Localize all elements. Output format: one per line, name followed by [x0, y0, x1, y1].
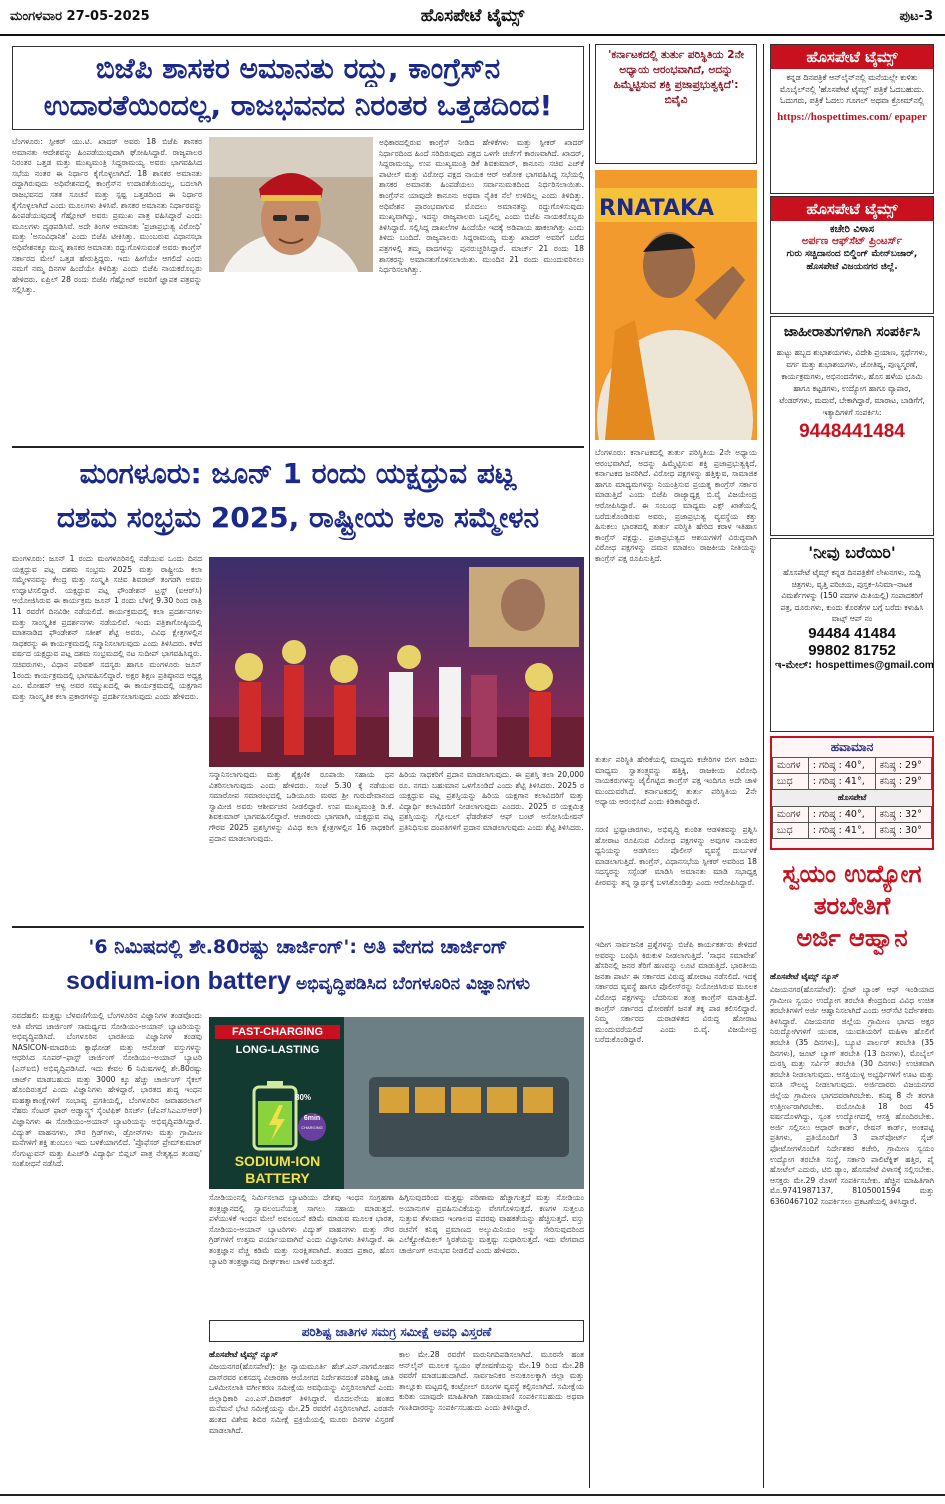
yakshagana-headline-line1: ಮಂಗಳೂರು: ಜೂನ್ 1 ರಂದು ಯಕ್ಷಧ್ರುವ ಪಟ್ಲ — [79, 457, 517, 490]
battery-headline-line1: '6 ನಿಮಿಷದಲ್ಲಿ ಶೇ.80ರಷ್ಟು ಚಾರ್ಜಿಂಗ್': ಅತಿ ವೇಗದ ಚಾರ್ಜಿಂಗ್ — [88, 936, 508, 958]
battery-headline — [12, 931, 584, 1002]
divider — [12, 446, 584, 448]
yakshagana-column-1: ಮಂಗಳೂರು: ಜೂನ್ 1 ರಂದು ಮಂಗಳೂರಿನಲ್ಲಿ ನಡೆಯುವ ಒಂದು ದಿನದ ಯಕ್ಷಧ್ರುವ ಪಟ್ಲ ದಶಮ ಸಂಭ್ರಮ 2025 ಮತ್ತು ರಾಷ್ಟ್ರೀಯ ಕಲಾ ಸಮ್ಮೇಳನವನ್ನು ಕೇಂದ್ರ ಮತ್ತು ಸಂಸ್ಕೃತಿ ಸಚಿವ ಶಿವರಾಜ್ ತಂಗಡಗಿ ಅವರು ಉದ್ಘಾಟಿಸಲಿದ್ದಾರೆ. ಯಕ್ಷಧ್ರುವ ಪಟ್ಲ ಫೌಂಡೇಶನ್ ಟ್ರಸ್ಟ್ (ಐಆರ್‌ಸಿ) ಆಯೋಜಿಸಿರುವ ಈ ಕಾರ್ಯಕ್ರಮ ಜೂನ್ 1 ರಂದು ಬೆಳಿಗ್ಗೆ 9.30 ರಿಂದ ರಾತ್ರಿ 11 ರವರೆಗೆ ದಿನವಿಡೀ ನಡೆಯಲಿದೆ. ಕಾರ್ಯಕ್ರಮದಲ್ಲಿ ಕಲಾ ಪ್ರದರ್ಶನಗಳು ಮತ್ತು ಸಾಂಸ್ಕೃತಿಕ ಪ್ರದರ್ಶನಗಳು ನಡೆಯಲಿವೆ. ಇಂದು ಪತ್ರಿಕಾಗೋಷ್ಠಿಯಲ್ಲಿ ಮಾತನಾಡಿದ ಫೌಂಡೇಶನ್ ಸತೀಶ್ ಶೆಟ್ಟಿ ಅವರು, ವಿವಿಧ ಕ್ಷೇತ್ರಗಳಲ್ಲಿನ ಸಾಧಕರನ್ನು ಈ ಕಾರ್ಯಕ್ರಮದಲ್ಲಿ ಸನ್ಮಾನಿಸಲಾಗುವುದು ಎಂದು ತಿಳಿಸಿದರು. ಕಳೆದ ವರ್ಷದ ಯಕ್ಷಧ್ರುವ ಪಟ್ಲ ದಶಮ ಸಂಭ್ರಮದಲ್ಲಿ ನಟ ಸುದೀಪ್ ಭಾಗವಹಿಸಿದ್ದರು. ಸಚಿವರುಗಳು, ವಿಧಾನ ಪರಿಷತ್ ಸದಸ್ಯರು ಹಾಗೂ ಮಂಗಳೂರು ಜೂನ್ 1ರಂದು ಕಾರ್ಯಕ್ರಮದಲ್ಲಿ ಭಾಗವಹಿಸಲಿದ್ದಾರೆ. ಅಕ್ಷರ ಶಿಕ್ಷಣ ಪ್ರತಿಷ್ಠಾನದ ಅಧ್ಯಕ್ಷ ಎಂ. ಮೋಹನ್ ಆಳ್ವ ಅವರ ಸಮ್ಮುಖದಲ್ಲಿ ಈ ಕಾರ್ಯಕ್ರಮದಲ್ಲಿ ಯಕ್ಷಗಾನ ಮತ್ತು ಸಾಂಸ್ಕೃತಿಕ ಕಲಾ ಪ್ರಕಾರಗಳನ್ನು ಪ್ರದರ್ಶಿಸಲಾಗುವುದು ಎಂದು ಹೇಳಿದರು. — [12, 554, 202, 701]
column-divider — [763, 44, 764, 1488]
story1-headline-line2: ಉದಾರತೆಯಿಂದಲ್ಲ, ರಾಜಭವನದ ನಿರಂತರ ಒತ್ತಡದಿಂದ! — [43, 89, 553, 122]
issue-date: ಮಂಗಳವಾರ 27-05-2025 — [10, 9, 150, 24]
page-number: ಪುಟ-3 — [899, 9, 933, 24]
weather-max: : ಗರಿಷ್ಠ : 41°, — [808, 774, 875, 790]
story1-column-2: ಅಧಿಕಾರದಲ್ಲಿರುವ ಕಾಂಗ್ರೆಸ್ ನೀಡಿದ ಹೇಳಿಕೆಗಳು ಮತ್ತು ಸ್ಪೀಕರ್ ಖಾದರ್ ನಿರ್ಧಾರದಿಂದ ಹಿಂದೆ ಸರಿದಿರುವುದು ಪಕ್ಷದ ಒಳಗೇ ಚರ್ಚೆಗೆ ಕಾರಣವಾಗಿದೆ. ಖಾದರ್, ಸಿದ್ದರಾಮಯ್ಯ, ಉಪ ಮುಖ್ಯಮಂತ್ರಿ ಡಿಕೆ ಶಿವಕುಮಾರ್, ಕಾನೂನು ಸಚಿವ ಎಚ್‌ಕೆ ಪಾಟೀಲ್ ಮತ್ತು ವಿರೋಧ ಪಕ್ಷದ ನಾಯಕ ಆರ್ ಅಶೋಕ ಭಾಗವಹಿಸಿದ್ದ ಸಭೆಯಲ್ಲಿ ಶಾಸಕರ ಅಮಾನತು ಹಿಂಪಡೆಯಲು ಸರ್ವಾನುಮತದಿಂದ ನಿರ್ಧರಿಸಲಾಯಿತು. ಕಾಂಗ್ರೆಸ್‌ನ ಯಾವುದೇ ಕಾನೂನು ಅಥವಾ ನೈತಿಕ ನೆಲೆ ಉಳಿದಿಲ್ಲ ಎಂದು ತಿಳಿದಿತ್ತು. ಅಧಿವೇಶನ ಪ್ರಾರಂಭವಾಗುವ ಮೊದಲು ಅಮಾನತನ್ನು ರದ್ದುಗೊಳಿಸುವುದು ಮುಖ್ಯವಾಗಿದ್ದು, ಇದನ್ನು ರಾಜ್ಯಪಾಲರು ಒಪ್ಪಲಿಲ್ಲ ಎಂದು ಬಿಜೆಪಿ ನಾಯಕರೊಬ್ಬರು ತಿಳಿಸಿದ್ದಾರೆ. ಸಲ್ಲಿಸಿದ್ದ ದಾಖಲೆಗಳ ಹಿಂದೆಯೇ ಇದಕ್ಕೆ ಅಡಿಪಾಯ ಹಾಕಲಾಗಿತ್ತು ಎಂದು ತಿಳಿದು ಬಂದಿದೆ. ರಾಜ್ಯಪಾಲರು ಸಿದ್ದರಾಮಯ್ಯ ಮತ್ತು ಖಾದರ್ ಅವರಿಗೆ ಬರೆದ ಪತ್ರಗಳಲ್ಲಿ ತಮ್ಮ ವಾದಗಳನ್ನು ಪುನರುಚ್ಚರಿಸಿದ್ದಾರೆ. ಮಾರ್ಚ್ 21 ರಂದು 18 ಶಾಸಕರನ್ನು ಅಮಾನತುಗೊಳಿಸಲಾಯಿತು. ಮುಂದಿನ 21 ರಂದು ಮುಂದುವರಿಸಲು ನಿರ್ಧರಿಸಲಾಗಿತ್ತು. — [379, 138, 584, 275]
advertise-body: ಹುಟ್ಟು ಹಬ್ಬದ ಶುಭಾಶಯಗಳು, ವಿದೇಶಿ ಪ್ರಯಾಣ, ಸ್ಪರ್ಧೆಗಳು, ವರ್ಗ ಮತ್ತು ಶುಭಾಶಯಗಳು, ಜೋತಿಷ್ಯ, ಪುಣ್ಯಸ್ಮರಣೆ, ಕಾರ್ಯಕ್ರಮಗಳು, ಅಭಿನಂದನೆಗಳು, ಹೊಸ ಹಳೆಯ ಭೂಮಿ ಹಾಗೂ ಕಟ್ಟಡಗಳು, ಉದ್ಯೋಗ ಹಾಗೂ ವ್ಯಾಪಾರ, ಟೆಂಡರ್‌ಗಳು, ಮದುವೆ, ಬೇಕಾಗಿದ್ದಾರೆ, ಮಾರಾಟ, ಬಾಡಿಗೆಗೆ, ಇತ್ಯಾದಿಗಳಿಗೆ ಸಂಪರ್ಕಿಸಿ: — [776, 348, 928, 417]
office-printer-name: ಅರ್ಪಣ ಆಫ್‌ಸೆಟ್ ಪ್ರಿಂಟರ್ಸ್ — [801, 235, 903, 247]
weather-day: ಮಂಗಳ — [773, 758, 809, 774]
weather-day: ಮಂಗಳ — [773, 807, 809, 823]
weather-row — [773, 774, 932, 790]
bjp-story-text-3: ಸರಣಿ ಭ್ರಷ್ಟಾಚಾರಗಳು, ಅಭಿವೃದ್ಧಿ ಕುಂಠಿತ ಆಡಳಿತವನ್ನು ಪ್ರಶ್ನಿಸಿ ಹೋರಾಟ ರೂಪಿಸುವ ವಿರೋಧ ಪಕ್ಷಗಳನ್ನು ಅವುಗಳ ನಾಯಕರ ಧ್ವನಿಯನ್ನು ಅಡಗಿಸಲು ಪೊಲೀಸ್ ವ್ಯವಸ್ಥೆ ದುರ್ಬಳಕೆ ಮಾಡಲಾಗುತ್ತಿದೆ. ಕಾಂಗ್ರೆಸ್, ವಿಧಾನಸಭೆಯ ಸ್ಪೀಕರ್ ಅವರಿಂದ 18 ಸದಸ್ಯರನ್ನು ಸಸ್ಪೆಂಡ್ ಮಾಡಿಸಿ ಅಮಾನತು ಮಾಡಿ ಸಭಾಧ್ಯಕ್ಷ ಪೀಠವನ್ನು ತನ್ನ ಸ್ವಾರ್ಥಕ್ಕೆ ಬಳಸಿಕೊಂಡಿತ್ತು ಎಂದು ಆರೋಪಿಸಿದ್ದಾರೆ. — [595, 825, 757, 887]
weather-table-1 — [772, 757, 932, 790]
census-headline: ಪರಿಶಿಷ್ಟ ಜಾತಿಗಳ ಸಮಗ್ರ ಸಮೀಕ್ಷೆ ಅವಧಿ ವಿಸ್ತರಣೆ — [301, 1325, 492, 1339]
yakshagana-headline — [12, 452, 584, 540]
stage-illustration — [209, 557, 584, 767]
weather-table-2 — [772, 806, 932, 839]
write-to-us-box — [770, 538, 934, 732]
weather-box — [770, 736, 934, 850]
battery-label-battery: BATTERY — [245, 1170, 310, 1186]
story1-column-2-lower — [209, 276, 373, 438]
email-address-link[interactable]: hospettimes@gmail.com — [815, 659, 934, 671]
census-column-1: ವಿಜಯನಗರ(ಹೊಸಪೇಟೆ): ಶ್ರೀ ನ್ಯಾಯಮೂರ್ತಿ ಹೆಚ್.ಎನ್.ನಾಗಮೋಹನ ದಾಸ್‌ರವರ ಏಕಸದಸ್ಯ ವಿಚಾರಣಾ ಆಯೋಗದ ನಿರ್ದೇಶನದಂತೆ ಪರಿಶಿಷ್ಟ ಜಾತಿ ಒಳಮೀಸಲಾತಿ ವರ್ಗೀಕರಣ ಸಮೀಕ್ಷೆಯ ಅವಧಿಯನ್ನು ವಿಸ್ತರಿಸಲಾಗಿದೆ ಎಂದು ಜಿಲ್ಲಾಧಿಕಾರಿ ಎಂ.ಎಸ್.ದಿವಾಕರ್ ತಿಳಿಸಿದ್ದಾರೆ. ಮೊದಲನೇಯ ಹಂತದ ಮನೆಮನೆ ಭೇಟಿ ಸಮೀಕ್ಷೆಯನ್ನು ಮೇ.25 ರವರೆಗೆ ವಿಸ್ತರಿಸಲಾಗಿದೆ. ಎರಡನೇ ಹಂತದ ವಿಶೇಷ ಶಿಬಿರ ಸಮೀಕ್ಷೆ ಪ್ರಕ್ರಿಯೆಯಲ್ಲಿ ಮೂರು ದಿನಗಳ ವಿಸ್ತರಣೆ ಮಾಡಲಾಗಿದೆ. — [209, 1362, 394, 1435]
story1-column-1: ಬೆಂಗಳೂರು: ಸ್ಪೀಕರ್ ಯು.ಟಿ. ಖಾದರ್ ಅವರು 18 ಬಿಜೆಪಿ ಶಾಸಕರ ಅಮಾನತು ಆದೇಶವನ್ನು ಹಿಂಪಡೆಯುವುದಾಗಿ ಘೋಷಿಸಿದ್ದಾರೆ. ರಾಜ್ಯಪಾಲರ ನಿರಂತರ ಒತ್ತಡ ಮತ್ತು ಮುಖ್ಯಮಂತ್ರಿ ಸಿದ್ದರಾಮಯ್ಯ ಅವರು ಭಾಗವಹಿಸಿದ ಸಭೆಯ ನಂತರ ಈ ನಿರ್ಧಾರ ಕೈಗೊಳ್ಳಲಾಗಿದೆ. 18 ಶಾಸಕರ ಅಮಾನತು ರದ್ದಾಗಿರುವುದು ಅಧಿವೇಶನದಲ್ಲಿ ಕಾಂಗ್ರೆಸ್‌ನ ಉದಾರತೆಯಿಂದಲ್ಲ, ಬದಲಾಗಿ ರಾಜಭವನದ ಸತತ ಸೂಚನೆ ಮತ್ತು ಸ್ಪಷ್ಟ ಒತ್ತಡದಿಂದ ಈ ನಿರ್ಧಾರ ಕೈಗೊಳ್ಳಲಾಗಿದೆ ಎಂದು ಮೂಲಗಳು ತಿಳಿಸಿವೆ. ಶಾಸಕರ ಅಮಾನತು ನಿರ್ಧಾರವನ್ನು ಹಿಂಪಡೆಯುವುದಕ್ಕೆ ಗೆಹ್ಲೋಟ್ ಅವರು ಪ್ರಮುಖ ಪಾತ್ರ ವಹಿಸಿದ್ದಾರೆ ಎಂದು ಮೂಲಗಳು ದೃಢಪಡಿಸಿವೆ. ಅದೇ ತಿಂಗಳ ಅಮಾನತು 'ಪ್ರಜಾಪ್ರಭುತ್ವ ವಿರೋಧಿ' ಮತ್ತು 'ಅಸಂವಿಧಾನಿಕ' ಎಂದು ಬಿಜೆಪಿ ಟೀಕಿಸಿತ್ತು. ಮುಂಬರುವ ವಿಧಾನಸಭಾ ಅಧಿವೇಶನಕ್ಕೂ ಮುನ್ನ ಶಾಸಕರ ಅಮಾನತು ರದ್ದುಗೊಳಿಸುವಂತೆ ಅವರು ಕಾಂಗ್ರೆಸ್ ಸರ್ಕಾರದ ಮೇಲೆ ಒತ್ತಡ ಹೇರುತ್ತಿದ್ದರು. ಇದು ಹೀಗೆಯೇ ಆಗಲಿದೆ ಎಂದು ನಮಗೆ ನಮ್ಮ ದಿನಗಳ ಹಿಂದೆಯೇ ತಿಳಿದಿತ್ತು ಎಂದು ಬಿಜೆಪಿ ನಾಯಕರೊಬ್ಬರು ಹೇಳಿದರು. ಏಪ್ರಿಲ್ 28 ರಂದು ಬಿಜೆಪಿ ಗೆಹ್ಲೋಟ್ ಅವರಿಗೆ ಜ್ಞಾಪಕ ಪತ್ರವನ್ನು ಸಲ್ಲಿಸಿತ್ತು. — [12, 137, 202, 295]
office-box-title: ಹೊಸಪೇಟೆ ಟೈಮ್ಸ್ — [771, 197, 933, 221]
epaper-promo-body: ಕನ್ನಡ ದಿನಪತ್ರಿಕೆ ಆನ್‌ಲೈನ್‌ನಲ್ಲಿ ಮನೆಯಲ್ಲೇ ಕುಳಿತು ಮೊಬೈಲ್‌ನಲ್ಲಿ 'ಹೊಸಪೇಟೆ ಟೈಮ್ಸ್' ಪತ್ರಿಕೆ ಓದಬಹುದು. ಓದುಗರು, ಪತ್ರಿಕೆ ಓದಲು ಗೂಗಲ್ ಅಥವಾ ಕ್ರೋಮ್‌ನಲ್ಲಿ — [779, 73, 925, 105]
epaper-promo-box — [770, 44, 934, 194]
battery-badge-time: 6min — [303, 1115, 321, 1122]
column-divider — [589, 44, 590, 1488]
census-column-2: ಕಾಲ ಮೇ.28 ರವರೆಗೆ ಮರುನಿಗದಿಪಡಿಸಲಾಗಿದೆ. ಮೂರನೇ ಹಂತ ಆನ್‌ಲೈನ್ ಮೂಲಕ ಸ್ವಯಂ ಘೋಷಣೆಯನ್ನು ಮೇ.19 ರಿಂದ ಮೇ.28 ರವರೆಗೆ ಮಾಡಬಹುದಾಗಿದೆ. ಸಾರ್ವಜನಿಕರ ಅನುಕೂಲಕ್ಕಾಗಿ ಜಿಲ್ಲಾ ಮತ್ತು ತಾಲ್ಲೂಕು ಮಟ್ಟದಲ್ಲಿ ಕಂಟ್ರೋಲ್ ರೂಂಗಳ ವ್ಯವಸ್ಥೆ ಕಲ್ಪಿಸಲಾಗಿದೆ. ಸಮೀಕ್ಷೆಯ ಕುರಿತು ಯಾವುದೇ ಮಾಹಿತಿಗಾಗಿ ಸಹಾಯವಾಣಿ ಸಂಪರ್ಕಿಸಬಹುದು ಅಥವಾ ಗಣತಿದಾರರನ್ನು ಸಂಪರ್ಕಿಸಬಹುದು ಎಂದು ತಿಳಿಸಿದ್ದಾರೆ. — [399, 1350, 584, 1412]
battery-column-3: ಹಿಗ್ಗಿಸುವುದರಿಂದ ಮತ್ತಷ್ಟು ಪರಿಣಾಮ ಹೆಚ್ಚಾಗುತ್ತದೆ ಮತ್ತು ಸೋಡಿಯಂ ಅಯಾನುಗಳ ಪ್ರವಹಿಸುವಿಕೆಯನ್ನು ವೇಗಗೊಳಿಸುತ್ತದೆ. ಕಣಗಳ ಸುತ್ತಲೂ ಸುತ್ತುವ ತೆಳುವಾದ ಇಂಗಾಲದ ಪದರವು ವಾಹಕತೆಯನ್ನು ಹೆಚ್ಚಿಸುತ್ತದೆ. ವಸ್ತು ರಚನೆಗೆ ಕನಿಷ್ಠ ಪ್ರಮಾಣದ ಅಲ್ಯುಮಿನಿಯಂ ಅನ್ನು ಸೇರಿಸುವುದರಿಂದ ಎಲೆಕ್ಟ್ರೋಕೆಮಿಕಲ್ ಸ್ಥಿರತೆಯನ್ನು ಮತ್ತಷ್ಟು ಸುಧಾರಿಸುತ್ತದೆ. ಇದು ವೇಗವಾದ ಚಾರ್ಜಿಂಗ್ ಅನುಭವ ನೀಡಲಿದೆ ಎಂದು ಹೇಳಿದರು. — [399, 1193, 584, 1255]
battery-label-sodium-ion: SODIUM-ION — [234, 1153, 321, 1169]
battery-label-percent: 80% — [295, 1093, 312, 1102]
battery-column-2: ಸೋಡಿಯಂನಲ್ಲಿ ನಿರ್ಮಿಸಲಾದ ಬ್ಯಾಟರಿಯು ದೇಶವು ಇಂಧನ ಸಂಗ್ರಹಣಾ ತಂತ್ರಜ್ಞಾನದಲ್ಲಿ ಸ್ವಾವಲಂಬನೆಯತ್ತ ಸಾಗಲು ಸಹಾಯ ಮಾಡುತ್ತದೆ. ಪಳೆಯುಳಿಕೆ ಇಂಧನ ಮೇಲೆ ಅವಲಂಬನೆ ಕಡಿಮೆ ಮಾಡುವ ಮೂಲಕ ಭಾರತ, ಸೋಡಿಯಂ-ಅಯಾನ್ ಬ್ಯಾಟರಿಗಳು ವಿದ್ಯುತ್ ವಾಹನಗಳು ಮತ್ತು ಸೌರ ಗ್ರಿಡ್‌ಗಳಿಗೆ ಉತ್ತಮ ಪರ್ಯಾಯವಾಗಿವೆ ಎಂದು ವಿಜ್ಞಾನಿಗಳು ತಿಳಿಸಿದ್ದಾರೆ. ಈ ತಂತ್ರಜ್ಞಾನ ವೆಚ್ಚ ಕಡಿಮೆ ಮತ್ತು ಸುರಕ್ಷಿತವಾಗಿದೆ. ತಂಡದ ಪ್ರಕಾರ, ಹೊಸ ಬ್ಯಾಟರಿ ತಂತ್ರಜ್ಞಾನವು ದೀರ್ಘಕಾಲ ಬಾಳಿಕೆ ಬರುತ್ತದೆ. — [209, 1193, 394, 1266]
self-employment-headline-3: ಅರ್ಜಿ ಆಹ್ವಾನ — [796, 924, 908, 952]
weather-max: : ಗರಿಷ್ಠ : 40°, — [808, 758, 875, 774]
masthead-title: ಹೊಸಪೇಟೆ ಟೈಮ್ಸ್ — [420, 6, 525, 26]
bjp-story-text-4: ಇದೀಗ ಸಾರ್ವಜನಿಕ ಪ್ರಶ್ನೆಗಳನ್ನು ಬಿಜೆಪಿ ಕಾರ್ಯಕರ್ತರು ಕೇಳಿದರೆ ಅವರನ್ನು ಬಂಧಿಸಿ ಕಿರುಕುಳ ನೀಡಲಾಗುತ್ತಿದೆ. 'ಸಾಧನ ಸಮಾವೇಶ' ಹೆಸರಿನಲ್ಲಿ ಜನರ ತೆರಿಗೆ ಹಣವನ್ನು ಲೂಟಿ ಮಾಡುತ್ತಿದೆ. ಭಾರತೀಯ ಜನತಾ ಪಾರ್ಟಿ ಈ ಸರ್ಕಾರದ ವಿರುದ್ಧ ಹೋರಾಟ ನಡೆಸಲಿದೆ. ಇದಕ್ಕೆ ಸರ್ಕಾರದ ವ್ಯವಸ್ಥೆ ಹಾಗೂ ಪೊಲೀಸ್‌ರನ್ನು ನಿಯೋಜಿಸಿರುವ ಮೂಲಕ ವಿರೋಧ ಪಕ್ಷಗಳನ್ನು ಬೆದರಿಸುವ ತಂತ್ರ ಕಾಂಗ್ರೆಸ್ ಮಾಡುತ್ತಿದೆ. ಕಾಂಗ್ರೆಸ್ ಸರ್ಕಾರದ ಧೋರಣೆಗೆ ಜನತೆ ತಕ್ಕ ಪಾಠ ಕಲಿಸಲಿದ್ದಾರೆ. ನಿಮ್ಮ ಸರ್ಕಾರದ ದುರಾಡಳಿತದ ವಿರುದ್ಧ ಹೋರಾಟ ಮುಂದುವರೆಯಲಿದೆ ಎಂದು ಬಿ.ವೈ. ವಿಜಯೇಂದ್ರ ಬರೆದುಕೊಂಡಿದ್ದಾರೆ. — [595, 940, 757, 1045]
yakshagana-event-photo — [209, 557, 584, 767]
page-header — [0, 0, 945, 36]
battery-headline-kannada: ಅಭಿವೃದ್ಧಿಪಡಿಸಿದ ಬೆಂಗಳೂರಿನ ವಿಜ್ಞಾನಿಗಳು — [296, 974, 531, 994]
weather-row — [773, 823, 932, 839]
photo-banner-text: RNATAKA — [599, 196, 715, 221]
yakshagana-column-3: ಹಿರಿಯ ಸಾಧಕರಿಗೆ ಪ್ರದಾನ ಮಾಡಲಾಗುವುದು. ಈ ಪ್ರಶಸ್ತಿ ತಲಾ 20,000 ರೂ. ನಗದು ಬಹುಮಾನ ಒಳಗೊಂಡಿದೆ ಎಂದು ಶೆಟ್ಟಿ ತಿಳಿಸಿದರು. 2025 ರ ಯಕ್ಷಧ್ರುವ ಪಟ್ಲ ಪ್ರಶಸ್ತಿಯನ್ನು ಹಿರಿಯ ಯಕ್ಷಗಾನ ಕಲಾವಿದರಿಗೆ ಮತ್ತು ವಿದ್ಯಾರ್ಥಿ ಕಲಾವಿದರಿಗೆ ನೀಡಲಾಗುವುದು ಎಂದರು. 2025 ರ ಯಕ್ಷಮಿತ್ರ ಪ್ರಶಸ್ತಿಯನ್ನು ಗ್ಲೋಬಲ್ ಫೆಡರೇಶನ್ ಆಫ್ ಬಂಟ್ ಅಸೋಸಿಯೇಷನ್ ಪ್ರತಿನಿಧಿಸುವ ದಂಪತಿಗಳಿಗೆ ಪ್ರದಾನ ಮಾಡಲಾಗುವುದು ಎಂದು ಶೆಟ್ಟಿ ತಿಳಿಸಿದರು. — [399, 770, 584, 832]
battery-column-1: ನವದೆಹಲಿ: ಮತ್ತಷ್ಟು ಬೆಳವಣಿಗೆಯಲ್ಲಿ ಬೆಂಗಳೂರಿನ ವಿಜ್ಞಾನಿಗಳ ತಂಡವೊಂದು ಅತಿ ವೇಗದ ಚಾರ್ಜಿಂಗ್ ಸಾಮರ್ಥ್ಯದ ಸೋಡಿಯಂ-ಅಯಾನ್ ಬ್ಯಾಟರಿಯನ್ನು ಅಭಿವೃದ್ಧಿಪಡಿಸಿದೆ. ಬೆಂಗಳೂರಿನ ಭಾರತೀಯ ವಿಜ್ಞಾನಿಗಳ ತಂಡವು NASICON-ಮಾದರಿಯ ಕ್ಯಾಥೋಡ್ ಮತ್ತು ಆನೋಡ್ ವಸ್ತುಗಳನ್ನು ಆಧರಿಸಿದ ಸೂಪರ್–ಫಾಸ್ಟ್ ಚಾರ್ಜಿಂಗ್ ಸೋಡಿಯಂ–ಅಯಾನ್ ಬ್ಯಾಟರಿ (ಎಸ್‌ಐಬಿ) ಅಭಿವೃದ್ಧಿಪಡಿಸಿದೆ. ಇದು ಕೇವಲ 6 ನಿಮಿಷಗಳಲ್ಲಿ ಶೇ.80ರಷ್ಟು ಚಾರ್ಜ್ ಮಾಡಬಹುದು ಮತ್ತು 3000 ಕ್ಕೂ ಹೆಚ್ಚು ಚಾರ್ಜಿಂಗ್ ಸೈಕಲ್ ಹೊಂದಿರುತ್ತದೆ ಎಂದು ವಿಜ್ಞಾನಿಗಳು ಹೇಳಿದ್ದಾರೆ. ಭಾರತದ ಶುದ್ಧ ಇಂಧನ ಮಹತ್ವಾಕಾಂಕ್ಷೆಗಳಿಗೆ ಸಂಭಾವ್ಯ ಪ್ರಗತಿಯಲ್ಲಿ, ಬೆಂಗಳೂರಿನ ಜವಾಹರಲಾಲ್ ನೆಹರು ಸೆಂಟರ್ ಫಾರ್ ಅಡ್ವಾನ್ಸ್ಡ್ ಸೈಂಟಿಫಿಕ್ ರಿಸರ್ಚ್ (ಜೆಎನ್‌ಸಿಎಎಸ್‌ಆರ್) ವಿಜ್ಞಾನಿಗಳು ಈ ಸೋಡಿಯಂ-ಅಯಾನ್ ಬ್ಯಾಟರಿಯನ್ನು ಅಭಿವೃದ್ಧಿಪಡಿಸಿದ್ದಾರೆ. ವಿದ್ಯುತ್ ವಾಹನಗಳು, ಸೌರ ಗ್ರಿಡ್‌ಗಳು, ಡ್ರೋನ್‌ಗಳು ಮತ್ತು ಗ್ರಾಮೀಣ ಮನೆಗಳಿಗೆ ಶಕ್ತಿ ತುಂಬಲು ಇದು ಬಳಕೆಯಾಗಲಿದೆ. 'ಪ್ರೊಫೆಸರ್ ಪ್ರೇಮ್‌ಕುಮಾರ್ ಸೆಂಗುಟ್ಟುವನ್ ಮತ್ತು ಪಿಎಚ್‌ಡಿ ವಿದ್ಯಾರ್ಥಿ ಬಿಪ್ಲಬ್ ಪಾತ್ರ ನೇತೃತ್ವದ ತಂಡವು' ಸಂಶೋಧನೆ ನಡೆಸಿದೆ. — [12, 1011, 202, 1169]
self-employment-headline-2: ತರಬೇತಿಗೆ — [813, 892, 891, 920]
self-employment-headline — [770, 858, 934, 954]
self-employment-dateline: ಹೊಸಪೇಟೆ ಟೈಮ್ಸ್ ನ್ಯೂಸ್ — [770, 972, 839, 981]
battery-illustration — [209, 1017, 584, 1189]
advertise-box — [770, 316, 934, 536]
yakshagana-headline-line2: ದಶಮ ಸಂಭ್ರಮ 2025, ರಾಷ್ಟ್ರೀಯ ಕಲಾ ಸಮ್ಮೇಳನ — [56, 501, 540, 534]
weather-min: ಕನಿಷ್ಠ : 29° — [875, 774, 931, 790]
self-employment-text: ವಿಜಯನಗರ(ಹೊಸಪೇಟೆ): ಸ್ಟೇಟ್ ಬ್ಯಾಂಕ್ ಆಫ್ ಇಂಡಿಯಾದ ಗ್ರಾಮೀಣ ಸ್ವಯಂ ಉದ್ಯೋಗ ತರಬೇತಿ ಕೇಂದ್ರದಿಂದ ವಿವಿಧ ಉಚಿತ ತರಬೇತಿಗಳಿಗೆ ಅರ್ಜಿ ಆಹ್ವಾನಿಸಲಾಗಿದೆ ಎಂದು ಆರ್‌ಸೆಟಿ ನಿರ್ದೇಶಕರು ತಿಳಿಸಿದ್ದಾರೆ. ವಿಜಯನಗರ ಜಿಲ್ಲೆಯ ಗ್ರಾಮೀಣ ಭಾಗದ ಅಕ್ಷರ ನಿರುದ್ಯೋಗಿಗಳಿಗೆ ಯುವಕ, ಯುವತಿಯರಿಗೆ ಮಹಿಳಾ ಹೊಲಿಗೆ ತರಬೇತಿ (35 ದಿನಗಳು), ಬ್ಯೂಟಿ ಪಾರ್ಲರ್ ತರಬೇತಿ (35 ದಿನಗಳು), ಜೂಟ್ ಬ್ಯಾಗ್ ತರಬೇತಿ (13 ದಿನಗಳು), ಮೊಬೈಲ್ ದುರಸ್ತಿ ಮತ್ತು ಸರ್ವಿಸ್ ತರಬೇತಿ (30 ದಿನಗಳು) ಉಚಿತವಾಗಿ ತರಬೇತಿ ನೀಡಲಾಗುವುದು. ಆಸಕ್ತಿಯುಳ್ಳ ಅಭ್ಯರ್ಥಿಗಳಿಗೆ ಊಟ ಮತ್ತು ವಸತಿ ಸೌಲಭ್ಯ ನೀಡಲಾಗುವುದು. ಅರ್ಜಿದಾರರು ವಿಜಯನಗರ ಜಿಲ್ಲೆಯ ಗ್ರಾಮೀಣ ಭಾಗದವರಾಗಿರಬೇಕು. ಕನಿಷ್ಠ 8 ನೇ ತರಗತಿ ಉತ್ತೀರ್ಣರಾಗಿರಬೇಕು. ವಯೋಮಿತಿ 18 ರಿಂದ 45 ವರ್ಷದೊಳಗಿದ್ದು, ಸ್ವಂತ ಉದ್ಯೋಗದಲ್ಲಿ ಆಸಕ್ತಿ ಹೊಂದಿರಬೇಕು. ಅರ್ಜಿ ಸಲ್ಲಿಸಲು ಆಧಾರ್ ಕಾರ್ಡ್, ರೇಷನ್ ಕಾರ್ಡ್, ಅಂಕಪಟ್ಟಿ ಪ್ರತಿಗಳು, ಪ್ರತಿಯೊಂದಿಗೆ 3 ಪಾಸ್‌ಪೋರ್ಟ್ ಸೈಜ್ ಫೋಟೋಗಳೊಂದಿಗೆ ನಿರ್ದೇಶಕರ ಕಚೇರಿ, ಗ್ರಾಮೀಣ ಸ್ವಯಂ ಉದ್ಯೋಗ ತರಬೇತಿ ಸಂಸ್ಥೆ, ಸರ್ಕಾರಿ ಪಾಲಿಟೆಕ್ನಿಕ್ ಹತ್ತಿರ, ಪೈ ಹೋಟೆಲ್ ಎದುರು, ಟಿಬಿ ಡ್ಯಾಂ, ಹೊಸಪೇಟೆ ವಿಳಾಸಕ್ಕೆ ಸಲ್ಲಿಸಬೇಕು. ಆಸಕ್ತರು ಮೇ.29 ರೊಳಗೆ ಸಂಪರ್ಕಿಸಬೇಕು. ಹೆಚ್ಚಿನ ಮಾಹಿತಿಗಾಗಿ ಮೊ.9741987137, 8105001594 ಮತ್ತು 6360467102 ಸಂಪರ್ಕಿಸಲು ಪ್ರಕಟಣೆಯಲ್ಲಿ ತಿಳಿಸಿದ್ದಾರೆ. — [770, 985, 934, 1206]
bjp-story-headline-box — [595, 44, 757, 164]
divider — [12, 926, 584, 928]
email-label: ಇ-ಮೇಲ್: — [775, 659, 813, 671]
weather-day: ಬುಧ — [773, 823, 809, 839]
vijayendra-photo — [595, 170, 757, 440]
office-line-1: ಕಚೇರಿ ವಿಳಾಸ — [829, 224, 875, 235]
write-to-us-title: 'ನೀವು ಬರೆಯಿರಿ' — [808, 543, 896, 562]
office-address-box — [770, 196, 934, 314]
battery-label-long-lasting: LONG-LASTING — [235, 1044, 320, 1056]
story1-headline-box — [12, 46, 584, 130]
weather-max: : ಗರಿಷ್ಠ : 40°, — [808, 807, 875, 823]
bjp-story-headline: 'ಕರ್ನಾಟಕದಲ್ಲಿ ತುರ್ತು ಪರಿಸ್ಥಿತಿಯ 2ನೇ ಅಧ್ಯಾಯ ಆರಂಭವಾಗಿದೆ, ಅದನ್ನು ಹಿಮ್ಮೆಟ್ಟಿಸುವ ಶಕ್ತಿ ಪ್ರಜಾಪ್ರಭುತ್ವಕ್ಕಿದೆ': ಬಿವೈವಿ — [608, 49, 744, 106]
battery-label-fast-charging: FAST-CHARGING — [215, 1025, 340, 1039]
battery-badge-label: CHARGING — [301, 1125, 323, 1130]
weather-day: ಬುಧ — [773, 774, 809, 790]
battery-badge — [298, 1114, 326, 1132]
advertise-phone: 9448441484 — [799, 421, 905, 442]
epaper-url-link[interactable]: https://hospettimes.com/ epaper — [777, 110, 927, 123]
weather-min: ಕನಿಷ್ಠ : 29° — [875, 758, 931, 774]
bjp-story-text-2: ತುರ್ತು ಪರಿಸ್ಥಿತಿ ಹೇರಿಕೆಯಲ್ಲಿ ಮಾಧ್ಯಮ ಕಚೇರಿಗಳ ಬೀಗ ಜಡಿದು ಮಾಧ್ಯಮ ಸ್ವಾತಂತ್ರ್ಯವನ್ನು ಹತ್ತಿಕ್ಕಿ, ರಾಜಕೀಯ ವಿರೋಧಿ ನಾಯಕರುಗಳನ್ನು ಜೈಲಿಗಟ್ಟಿದ ಕಾಂಗ್ರೆಸ್ ಪಕ್ಷ ಇಂದಿಗೂ ಅದೇ ಚಾಳಿ ಮುಂದುವರೆಸಿದೆ. ಕರ್ನಾಟಕದಲ್ಲಿ ತುರ್ತು ಪರಿಸ್ಥಿತಿಯ 2ನೇ ಅಧ್ಯಾಯ ಆರಂಭಿಸಿದೆ ಎಂದು ಕಿಡಿಕಾರಿದ್ದಾರೆ. — [595, 755, 757, 807]
yakshagana-column-2: ಸನ್ಮಾನಿಸಲಾಗುವುದು ಮತ್ತು ಶೈಕ್ಷಣಿಕ ರೂಪಾಯಿ ಸಹಾಯ ಧನ ವಿತರಿಸಲಾಗುವುದು ಎಂದು ಹೇಳಿದರು. ಸಂಜೆ 5.30 ಕ್ಕೆ ನಡೆಯುವ ಸಮಾರೋಪ ಸಮಾರಂಭದಲ್ಲಿ ಒಡಿಯೂರು ಮಠದ ಶ್ರೀ ಗುರುದೇವಾನಂದ ಸ್ವಾಮೀಜಿ ಅವರು ಆಶೀರ್ವಚನ ನೀಡಲಿದ್ದಾರೆ. ಉಪ ಮುಖ್ಯಮಂತ್ರಿ ಡಿ.ಕೆ. ಶಿವಕುಮಾರ್ ಭಾಗವಹಿಸಲಿದ್ದಾರೆ. ಆಚಾರಂದು ಭಾಗವಾಗಿ, ಯಕ್ಷಧ್ರುವ ಪಟ್ಲ ಗೌರವ 2025 ಪ್ರಶಸ್ತಿಗಳನ್ನು ವಿವಿಧ ಕಲಾ ಕ್ಷೇತ್ರಗಳಲ್ಲಿನ 16 ಸಾಧಕರಿಗೆ ಪ್ರದಾನ ಮಾಡಲಾಗುವುದು. — [209, 770, 394, 843]
bjp-story-text-1: ಬೆಂಗಳೂರು: ಕರ್ನಾಟಕದಲ್ಲಿ ತುರ್ತು ಪರಿಸ್ಥಿತಿಯ 2ನೇ ಅಧ್ಯಾಯ ಆರಂಭವಾಗಿದೆ, ಅದನ್ನು ಹಿಮ್ಮೆಟ್ಟಿಸುವ ಶಕ್ತಿ ಪ್ರಜಾಪ್ರಭುತ್ವಕ್ಕಿದೆ, ಕರ್ನಾಟಕದ ಜನರಿಗಿದೆ. ವಿರೋಧ ಪಕ್ಷಗಳನ್ನು ಹತ್ತಿಕ್ಕುವ, ಸಾಮಾಜಿಕ ಹಾಗೂ ಮಾಧ್ಯಮಗಳನ್ನು ನಿಯಂತ್ರಿಸುವ ಪ್ರಯತ್ನ ಕಾಂಗ್ರೆಸ್ ಸರ್ಕಾರ ಮಾಡುತ್ತಿದೆ ಎಂದು ಬಿಜೆಪಿ ರಾಜ್ಯಾಧ್ಯಕ್ಷ ಬಿ.ವೈ ವಿಜಯೇಂದ್ರ ಆರೋಪಿಸಿದ್ದಾರೆ. ಈ ಸಂಬಂಧ ಮಾಧ್ಯಮ ಎಕ್ಸ್ ಖಾತೆಯಲ್ಲಿ ಬರೆದುಕೊಂಡಿರುವ ಅವರು, ಪ್ರಜಾಪ್ರಭುತ್ವ ವ್ಯವಸ್ಥೆಯ ಕತ್ತು ಹಿಸುಕಲು ಭಾರತದಲ್ಲಿ ತುರ್ತು ಪರಿಸ್ಥಿತಿ ಹೇರಿದ ಕರಾಳ ಇತಿಹಾಸ ಕಾಂಗ್ರೆಸ್ ಪಕ್ಷದ್ದು. ಪ್ರಜಾಪ್ರಭುತ್ವದ ಆಶಯಗಳಿಗೆ ವಿರುದ್ಧವಾಗಿ ವಿರೋಧ ಪಕ್ಷಗಳನ್ನು ದಮನ ಮಾಡಲು ರಾಜಕೀಯ ನೀತಿಯನ್ನು ಕಾಂಗ್ರೆಸ್ ಪಕ್ಷ ರೂಪಿಸುತ್ತಿದೆ. — [595, 448, 757, 563]
weather-subtitle: ಹೊಸಪೇಟೆ — [772, 790, 932, 806]
weather-max: : ಗರಿಷ್ಠ : 41°, — [808, 823, 875, 839]
weather-min: ಕನಿಷ್ಠ : 30° — [875, 823, 931, 839]
write-to-us-phone-1: 94484 41484 — [808, 624, 896, 642]
weather-title: ಹವಾಮಾನ — [830, 740, 874, 754]
census-dateline: ಹೊಸಪೇಟೆ ಟೈಮ್ಸ್ ನ್ಯೂಸ್ — [209, 1350, 278, 1359]
advertise-title: ಜಾಹೀರಾತುಗಳಿಗಾಗಿ ಸಂಪರ್ಕಿಸಿ — [783, 324, 921, 340]
write-to-us-phone-2: 99802 81752 — [808, 641, 896, 659]
story1-headline-line1: ಬಿಜೆಪಿ ಶಾಸಕರ ಅಮಾನತು ರದ್ದು, ಕಾಂಗ್ರೆಸ್‌ನ — [95, 52, 501, 85]
office-address-line: ಗುರು ಸಚ್ಚಿದಾನಂದ ಬಿಲ್ಡಿಂಗ್ ಮೇನ್‌ಬಜಾರ್, ಹೊಸಪೇಟೆ ವಿಜಯನಗರ ಜಿಲ್ಲೆ. — [786, 249, 918, 272]
weather-min: ಕನಿಷ್ಠ : 32° — [875, 807, 931, 823]
write-to-us-body: ಹೊಸಪೇಟೆ ಟೈಮ್ಸ್ ಕನ್ನಡ ದಿನಪತ್ರಿಕೆಗೆ ಲೇಖನಗಳು, ಸುದ್ದಿ ಚಿತ್ರಗಳು, ವೃತ್ತಿ ಪರಿಚಯ, ಪುಸ್ತಕ–ಸಿನಿಮಾ–ನಾಟಕ ವಿಮರ್ಶೆಗಳನ್ನು (150 ಪದಗಳ ಮಿತಿಯಲ್ಲಿ) ಸಂಪಾದಕರಿಗೆ ಪತ್ರ, ದೂರುಗಳು, ಕುಂದು ಕೊರತೆಗಳ ಬಗ್ಗೆ ಬರೆದು ಕಳುಹಿಸಿ ವಾಟ್ಸ್ ಆಪ್ ನಂ — [780, 568, 924, 623]
weather-row — [773, 807, 932, 823]
battery-headline-line2 — [12, 963, 584, 1002]
weather-row — [773, 758, 932, 774]
battery-headline-english: sodium-ion battery — [65, 967, 291, 995]
epaper-promo-title: ಹೊಸಪೇಟೆ ಟೈಮ್ಸ್ — [771, 45, 933, 69]
footer-rule — [0, 1494, 945, 1496]
census-headline-box — [209, 1320, 584, 1342]
email-row — [771, 659, 933, 672]
self-employment-headline-1: ಸ್ವಯಂ ಉದ್ಯೋಗ — [782, 860, 922, 888]
